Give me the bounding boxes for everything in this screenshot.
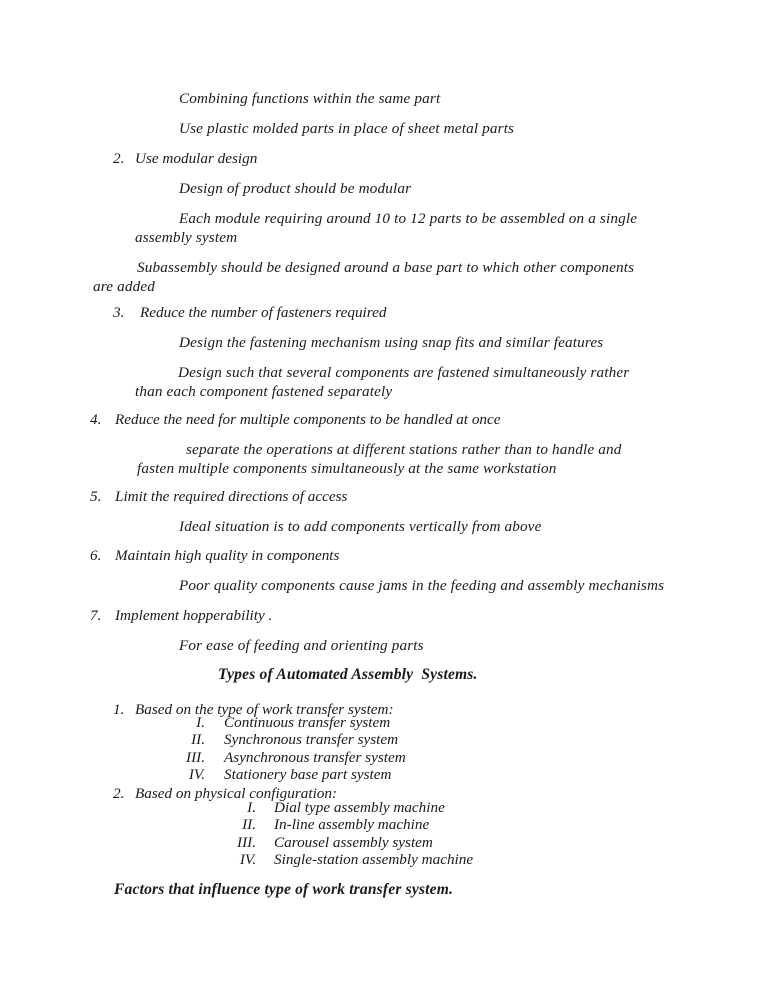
roman-numeral: III. (237, 834, 256, 851)
list-item-text: Based on physical configuration: (135, 785, 338, 802)
detail-text-line: Design of product should be modular (179, 180, 412, 197)
list-item-numbered (90, 487, 660, 506)
sub-list-item (160, 766, 630, 784)
section-heading: Types of Automated Assembly Systems. (218, 666, 478, 683)
list-item-text: Based on the type of work transfer system: (135, 701, 394, 718)
roman-numeral: IV. (239, 851, 256, 868)
sub-list-item (160, 749, 630, 767)
sub-list-item-label: Continuous transfer system (224, 714, 391, 731)
list-item-numbered (90, 410, 660, 429)
list-marker: 3. (113, 304, 125, 321)
sub-list-item (210, 799, 630, 817)
body-text-line: Use plastic molded parts in place of sheet metal parts (179, 120, 515, 137)
sub-list-item (210, 834, 630, 852)
list-item-numbered (90, 606, 660, 625)
roman-numeral: II. (191, 731, 205, 748)
list-marker: 7. (90, 607, 102, 624)
list-item-text: Limit the required directions of access (115, 488, 348, 505)
roman-numeral: IV. (188, 766, 205, 783)
roman-numeral: I. (247, 799, 256, 816)
sub-list-item-label: Carousel assembly system (274, 834, 433, 851)
sub-list-item-label: In-line assembly machine (274, 816, 430, 833)
list-item-text: Reduce the number of fasteners required (140, 304, 387, 321)
list-marker: 2. (113, 785, 125, 802)
sub-list-item-label: Synchronous transfer system (224, 731, 399, 748)
list-marker: 2. (113, 150, 125, 167)
detail-text-line: Design such that several components are fastened simultaneously rather than each component fastened separately (135, 364, 634, 400)
sub-list-item-label: Dial type assembly machine (274, 799, 445, 816)
roman-numeral: III. (186, 749, 205, 766)
list-item-numbered (113, 303, 653, 322)
roman-numeral: I. (196, 714, 205, 731)
sub-list-item (160, 714, 630, 732)
list-item-numbered (113, 149, 653, 168)
list-item-text: Use modular design (135, 150, 258, 167)
detail-text-line: For ease of feeding and orienting parts (179, 637, 424, 654)
detail-text-line: Each module requiring around 10 to 12 parts to be assembled on a single assembly system (135, 210, 642, 246)
list-marker: 4. (90, 411, 102, 428)
list-marker: 6. (90, 547, 102, 564)
detail-text-line: Design the fastening mechanism using snap fits and similar features (179, 334, 604, 351)
sub-list-item-label: Single-station assembly machine (274, 851, 474, 868)
detail-text-line: Poor quality components cause jams in the feeding and assembly mechanisms (179, 577, 665, 594)
detail-text-line: Ideal situation is to add components vertically from above (179, 518, 542, 535)
list-marker: 5. (90, 488, 102, 505)
list-item-text: Implement hopperability . (115, 607, 273, 624)
sub-list-item (210, 851, 630, 869)
list-marker: 1. (113, 701, 125, 718)
sub-list-item-label: Asynchronous transfer system (224, 749, 406, 766)
detail-text-line: Subassembly should be designed around a base part to which other components are added (93, 259, 639, 295)
body-text-line: Combining functions within the same part (179, 90, 441, 107)
closing-heading: Factors that influence type of work transfer system. (114, 881, 454, 898)
sub-list-item-label: Stationery base part system (224, 766, 392, 783)
sub-list-item (210, 816, 630, 834)
list-item-text: Maintain high quality in components (115, 547, 340, 564)
roman-numeral: II. (242, 816, 256, 833)
detail-text-line: separate the operations at different stations rather than to handle and fasten multiple components simultaneously at the same workstation (137, 441, 626, 477)
sub-list-item (160, 731, 630, 749)
list-item-text: Reduce the need for multiple components to be handled at once (115, 411, 501, 428)
list-item-numbered (90, 546, 660, 565)
